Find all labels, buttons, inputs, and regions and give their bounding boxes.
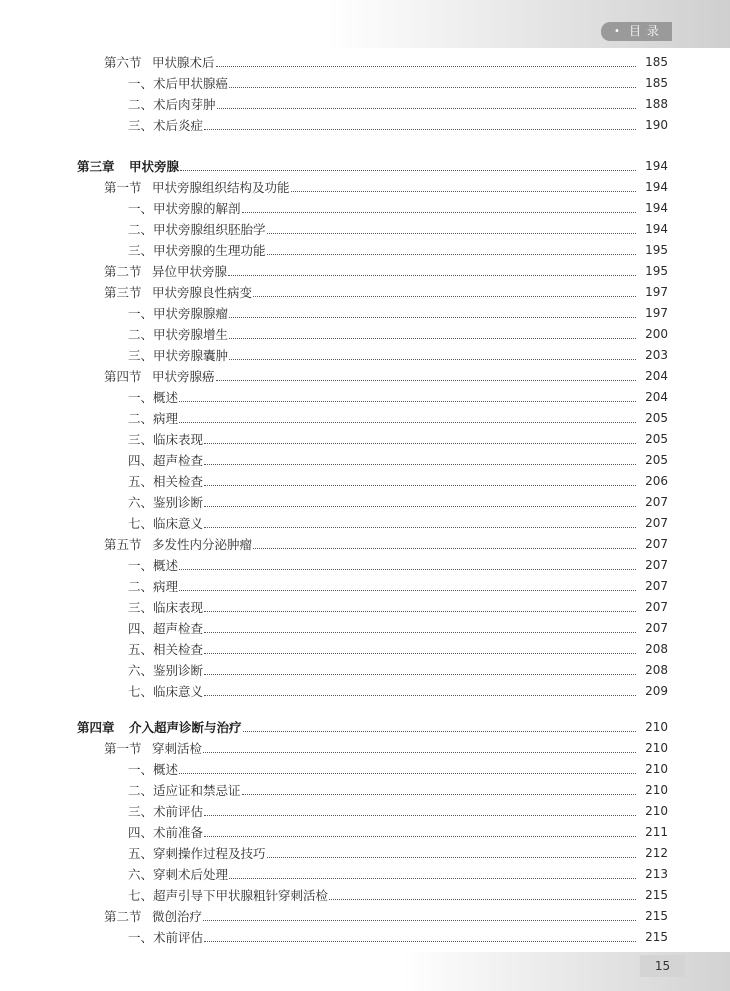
toc-item-entry[interactable]: 五、相关检查 206 [128, 474, 668, 489]
toc-item-entry[interactable]: 一、概述 204 [128, 390, 668, 405]
toc-item-entry[interactable]: 二、病理 205 [128, 411, 668, 426]
toc-section-entry[interactable]: 第三节 甲状旁腺良性病变 197 [104, 285, 668, 300]
page-number: 15 [640, 955, 685, 977]
toc-item-entry[interactable]: 二、甲状旁腺组织胚胎学 194 [128, 222, 668, 237]
toc-item-entry[interactable]: 一、甲状旁腺的解剖 194 [128, 201, 668, 216]
toc-item-entry[interactable]: 三、临床表现 207 [128, 600, 668, 615]
toc-section-entry[interactable]: 第五节 多发性内分泌肿瘤 207 [104, 537, 668, 552]
toc-item-entry[interactable]: 二、适应证和禁忌证 210 [128, 783, 668, 798]
toc-chapter-entry[interactable]: 第四章 介入超声诊断与治疗 210 [77, 720, 668, 735]
toc-item-entry[interactable]: 二、甲状旁腺增生 200 [128, 327, 668, 342]
toc-item-entry[interactable]: 四、术前准备 211 [128, 825, 668, 840]
toc-item-entry[interactable]: 六、穿刺术后处理 213 [128, 867, 668, 882]
toc-section-entry[interactable]: 第六节 甲状腺术后 185 [104, 55, 668, 70]
toc-item-entry[interactable]: 三、甲状旁腺的生理功能 195 [128, 243, 668, 258]
toc-item-entry[interactable]: 四、超声检查 207 [128, 621, 668, 636]
toc-item-entry[interactable]: 五、穿刺操作过程及技巧 212 [128, 846, 668, 861]
footer-band [0, 952, 730, 991]
toc-item-entry[interactable]: 六、鉴别诊断 207 [128, 495, 668, 510]
toc-item-entry[interactable]: 二、术后肉芽肿 188 [128, 97, 668, 112]
toc-section-entry[interactable]: 第一节 穿刺活检 210 [104, 741, 668, 756]
toc-section-entry[interactable]: 第四节 甲状旁腺癌 204 [104, 369, 668, 384]
toc-item-entry[interactable]: 六、鉴别诊断 208 [128, 663, 668, 678]
toc-item-entry[interactable]: 三、术后炎症 190 [128, 118, 668, 133]
toc-item-entry[interactable]: 四、超声检查 205 [128, 453, 668, 468]
toc-item-entry[interactable]: 三、甲状旁腺囊肿 203 [128, 348, 668, 363]
toc-chapter-entry[interactable]: 第三章 甲状旁腺 194 [77, 159, 668, 174]
toc-item-entry[interactable]: 七、临床意义 209 [128, 684, 668, 699]
toc-item-entry[interactable]: 一、概述 210 [128, 762, 668, 777]
toc-item-entry[interactable]: 一、术后甲状腺癌 185 [128, 76, 668, 91]
toc-item-entry[interactable]: 五、相关检查 208 [128, 642, 668, 657]
toc-item-entry[interactable]: 二、病理 207 [128, 579, 668, 594]
toc-item-entry[interactable]: 七、超声引导下甲状腺粗针穿刺活检 215 [128, 888, 668, 903]
toc-item-entry[interactable]: 一、术前评估 215 [128, 930, 668, 945]
toc-item-entry[interactable]: 三、术前评估 210 [128, 804, 668, 819]
section-tab-label: 目 录 [629, 24, 660, 38]
section-tab [601, 22, 672, 41]
toc-item-entry[interactable]: 三、临床表现 205 [128, 432, 668, 447]
toc-section-entry[interactable]: 第一节 甲状旁腺组织结构及功能 194 [104, 180, 668, 195]
toc-item-entry[interactable]: 一、概述 207 [128, 558, 668, 573]
toc-section-entry[interactable]: 第二节 异位甲状旁腺 195 [104, 264, 668, 279]
toc-section-entry[interactable]: 第二节 微创治疗 215 [104, 909, 668, 924]
toc-item-entry[interactable]: 一、甲状旁腺腺瘤 197 [128, 306, 668, 321]
toc-item-entry[interactable]: 七、临床意义 207 [128, 516, 668, 531]
bullet-icon: • [614, 26, 621, 37]
